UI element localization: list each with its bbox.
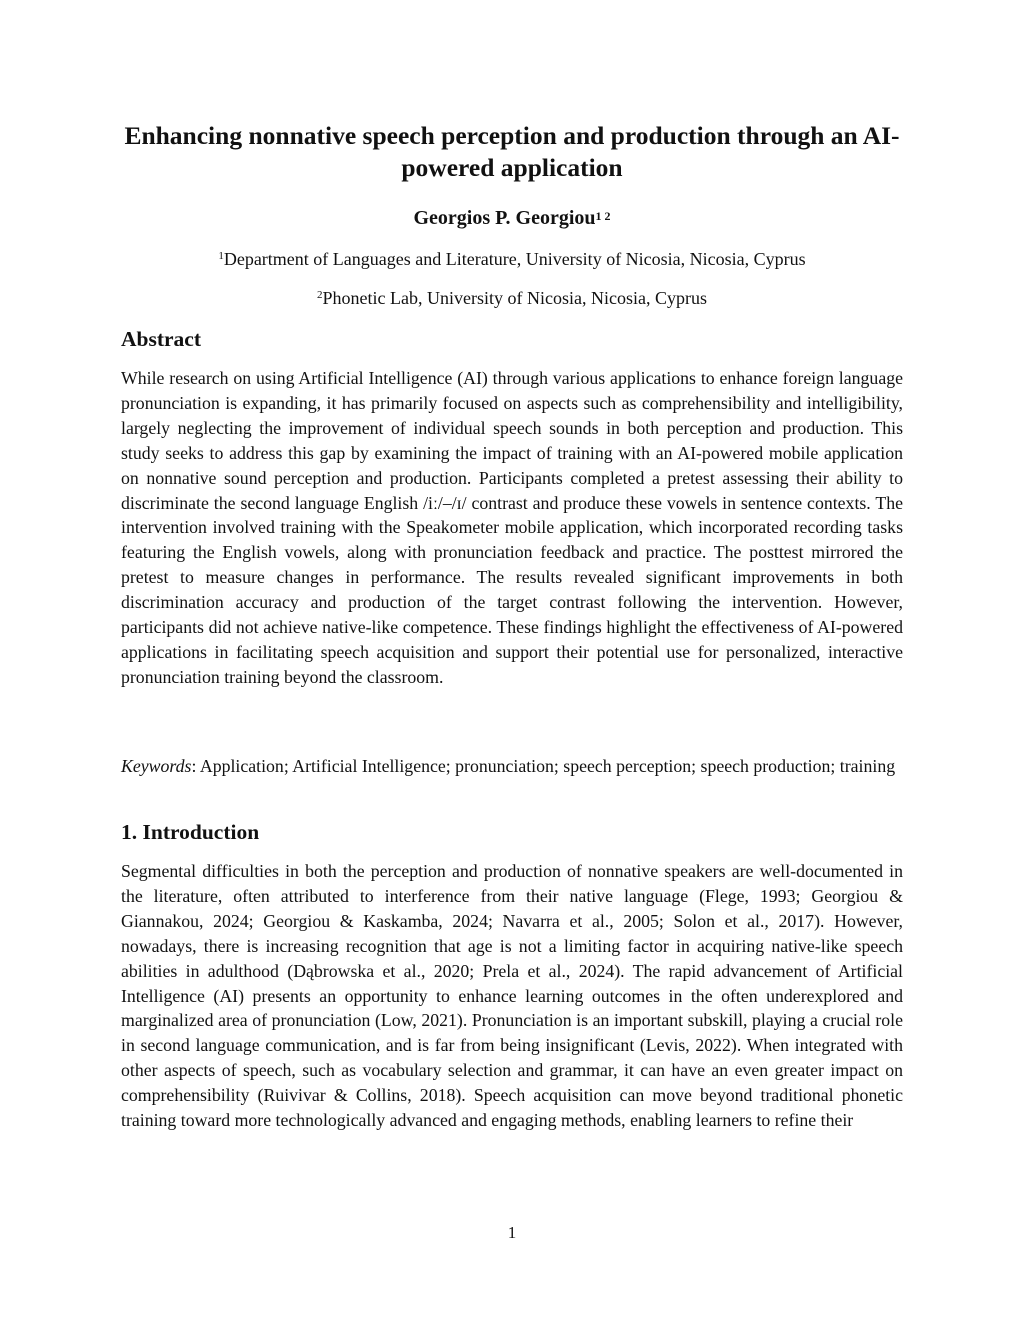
author-affiliation-marks: 1 2 bbox=[595, 209, 611, 223]
keywords-text: : Application; Artificial Intelligence; pronunciation; speech perception; speech production; training bbox=[191, 756, 896, 776]
author-line bbox=[0, 205, 1024, 231]
keywords bbox=[121, 754, 903, 779]
introduction-text: Segmental difficulties in both the perception and production of nonnative speakers are well-documented in the literature, often attributed to interference from their native language (Flege, 1993; Georgiou & Giannakou, 2024; Georgiou & Kaskamba, 2024; Navarra et al., 2005; Solon et al., 2017). However, nowadays, there is increasing recognition that age is not a limiting factor in acquiring native-like speech abilities in adulthood (Dąbrowska et al., 2020; Prela et al., 2024). The rapid advancement of Artificial Intelligence (AI) presents an opportunity to enhance learning outcomes in the often underexplored and marginalized area of pronunciation (Low, 2021). Pronunciation is an important subskill, playing a crucial role in second language communication, and is far from being insignificant (Levis, 2022). When integrated with other aspects of speech, such as vocabulary selection and grammar, it can have an even greater impact on comprehensibility (Ruivivar & Collins, 2018). Speech acquisition can move beyond traditional phonetic training toward more technologically advanced and engaging methods, enabling learners to refine their bbox=[121, 861, 903, 1131]
affiliation-1-text: Department of Languages and Literature, University of Nicosia, Nicosia, Cyprus bbox=[223, 249, 806, 269]
author-name: Georgios P. Georgiou bbox=[413, 207, 596, 229]
page-number: 1 bbox=[507, 1223, 517, 1242]
abstract-heading: Abstract bbox=[121, 327, 202, 351]
affiliation-2-marker: 2 bbox=[317, 289, 323, 301]
affiliation-1-marker: 1 bbox=[218, 250, 224, 262]
keywords-label: Keywords bbox=[121, 756, 192, 776]
affiliation-1 bbox=[0, 247, 1024, 271]
paper-title: Enhancing nonnative speech perception and production through an AI-powered application bbox=[124, 121, 900, 182]
introduction-heading: 1. Introduction bbox=[121, 820, 260, 844]
affiliation-2 bbox=[0, 286, 1024, 310]
affiliation-2-text: Phonetic Lab, University of Nicosia, Nicosia, Cyprus bbox=[322, 288, 707, 308]
abstract-text: While research on using Artificial Intelligence (AI) through various applications to enhance foreign language pronunciation is expanding, it has primarily focused on aspects such as comprehensibility and intelligibility, largely neglecting the improvement of individual speech sounds in both perception and production. This study seeks to address this gap by examining the impact of training with an AI-powered mobile application on nonnative sound perception and production. Participants completed a pretest assessing their ability to discriminate the second language English /iː/–/ɪ/ contrast and produce these vowels in sentence contexts. The intervention involved training with the Speakometer mobile application, which incorporated recording tasks featuring the English vowels, along with pronunciation feedback and practice. The posttest mirrored the pretest to measure changes in performance. The results revealed significant improvements in both discrimination accuracy and production of the target contrast following the intervention. However, participants did not achieve native-like competence. These findings highlight the effectiveness of AI-powered applications in facilitating speech acquisition and support their potential use for personalized, interactive pronunciation training beyond the classroom. bbox=[121, 368, 903, 687]
